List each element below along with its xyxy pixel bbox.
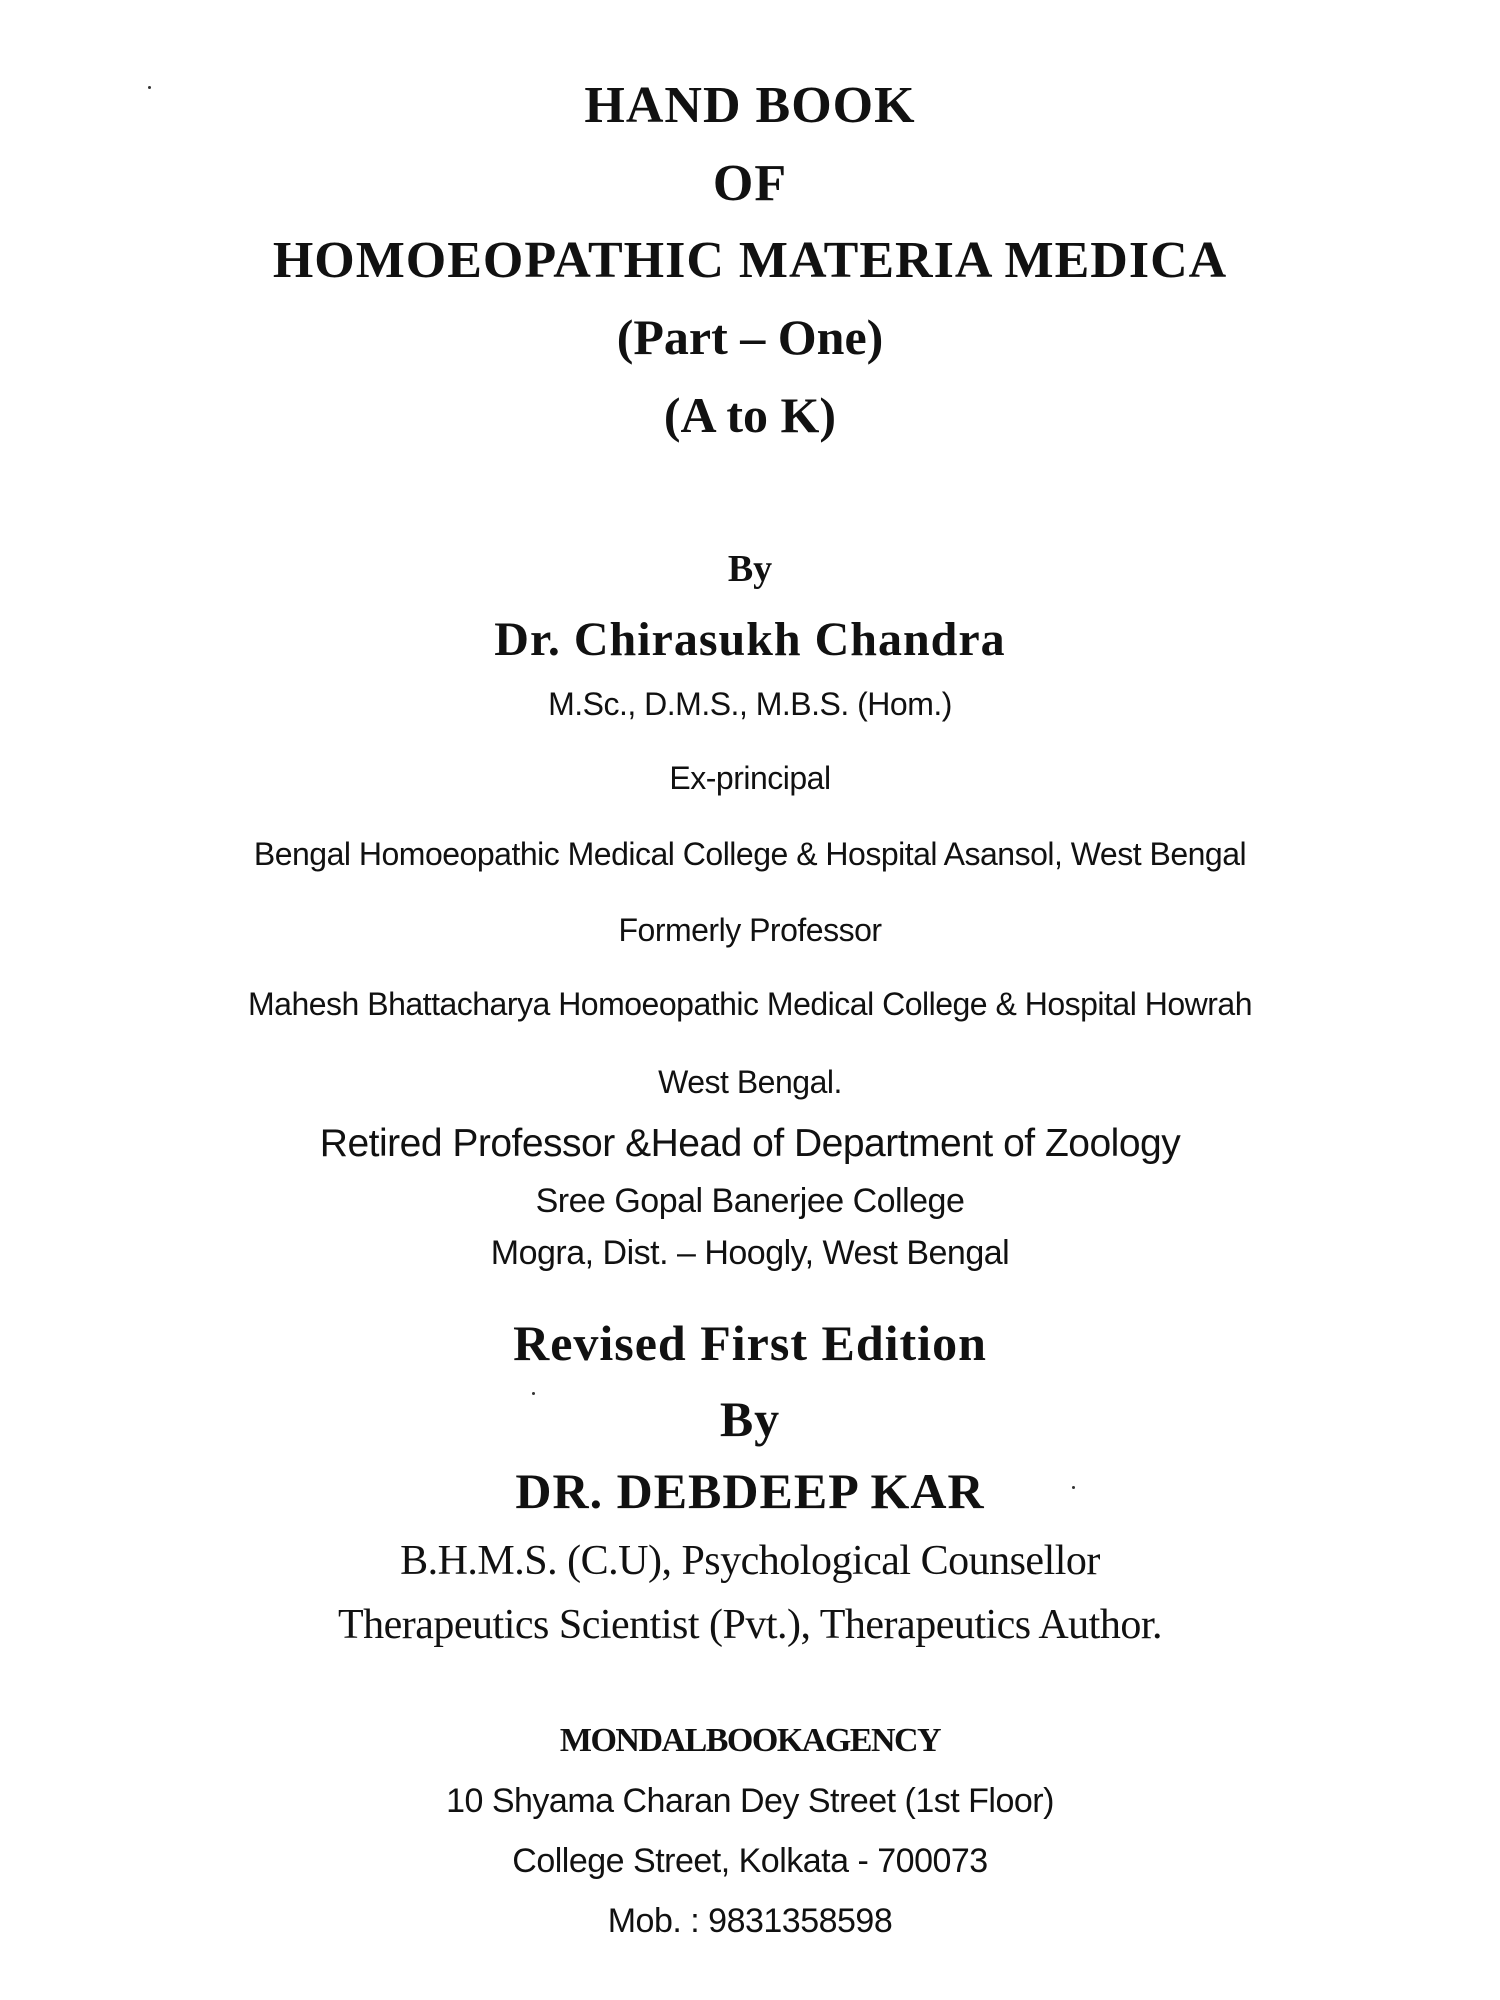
book-range: (A to K) xyxy=(663,387,837,443)
author-institution-2: Mahesh Bhattacharya Homoeopathic Medical College & Hospital Howrah xyxy=(248,986,1252,1022)
author-name: Dr. Chirasukh Chandra xyxy=(494,613,1006,666)
book-title-line-1: HAND BOOK xyxy=(584,77,916,134)
book-title-line-2: OF xyxy=(712,155,788,212)
book-part: (Part – One) xyxy=(616,309,884,365)
print-speck xyxy=(1072,1486,1075,1489)
book-title-line-3: HOMOEOPATHIC MATERIA MEDICA xyxy=(272,232,1228,289)
author-degrees: M.Sc., D.M.S., M.B.S. (Hom.) xyxy=(548,686,952,722)
edition-by: By xyxy=(719,1391,781,1447)
author-institution-1: Bengal Homoeopathic Medical College & Hospital Asansol, West Bengal xyxy=(253,836,1247,872)
publisher-phone: Mob. : 9831358598 xyxy=(607,1902,893,1940)
author-by: By xyxy=(727,548,773,590)
publisher-address-1: 10 Shyama Charan Dey Street (1st Floor) xyxy=(446,1782,1054,1820)
author-institution-3-address: Mogra, Dist. – Hoogly, West Bengal xyxy=(490,1234,1010,1272)
print-speck xyxy=(532,1392,535,1395)
print-speck xyxy=(148,86,151,89)
author-role-1: Ex-principal xyxy=(669,760,831,796)
author-role-3: Retired Professor &Head of Department of Zoology xyxy=(319,1122,1181,1165)
reviser-credentials-1: B.H.M.S. (C.U), Psychological Counsellor xyxy=(400,1538,1100,1584)
reviser-credentials-2: Therapeutics Scientist (Pvt.), Therapeutics Author. xyxy=(337,1602,1163,1648)
publisher-address-2: College Street, Kolkata - 700073 xyxy=(512,1842,988,1880)
author-institution-3: Sree Gopal Banerjee College xyxy=(535,1182,965,1220)
author-institution-2-state: West Bengal. xyxy=(658,1064,842,1100)
reviser-name: DR. DEBDEEP KAR xyxy=(515,1463,985,1519)
edition-label: Revised First Edition xyxy=(513,1315,987,1371)
publisher-name: MONDALBOOKAGENCY xyxy=(559,1722,941,1759)
author-role-2: Formerly Professor xyxy=(618,912,882,948)
